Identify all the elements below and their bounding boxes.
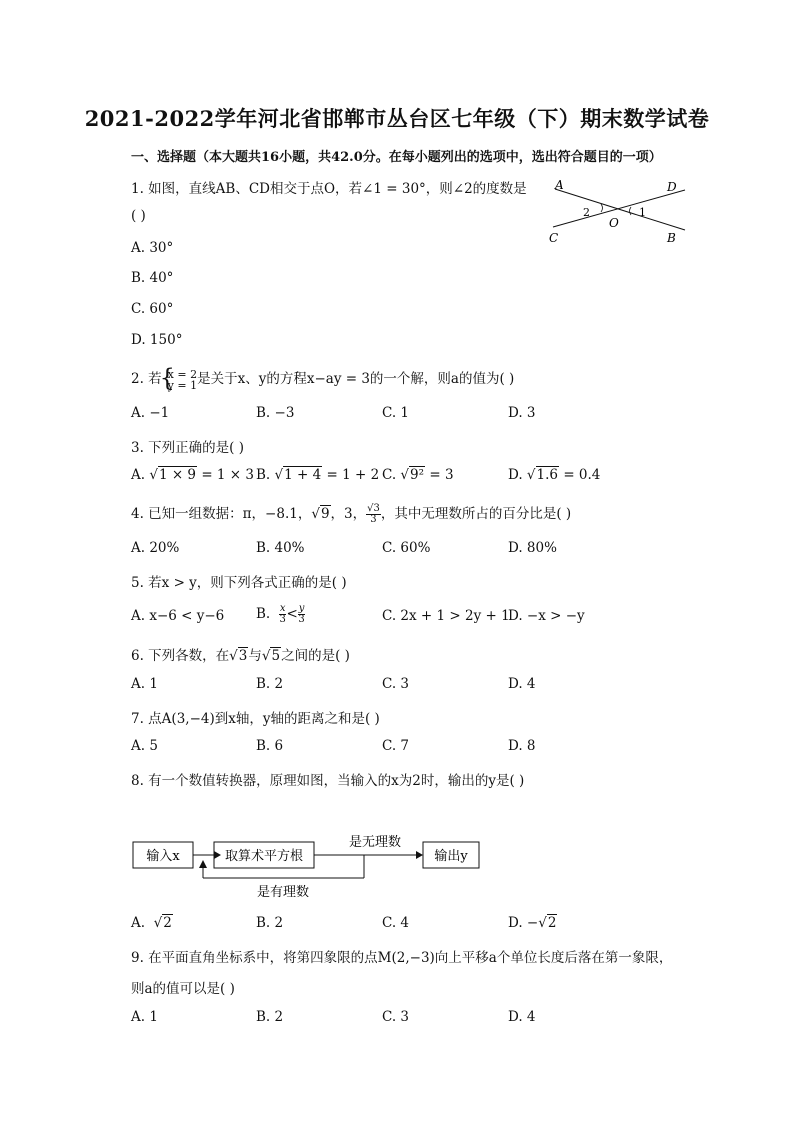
question-4-suffix: ，其中无理数所占的百分比是( ) [380,506,572,522]
question-4-option-c: C. 60% [382,540,431,556]
question-9-stem-line-2: 则a的值可以是( ) [131,981,235,997]
question-6-option-b: B. 2 [256,676,284,692]
question-5-stem: 5. 若x > y，则下列各式正确的是( ) [131,575,347,591]
denominator: 3 [279,614,286,625]
option-rest: = 3 [425,467,454,483]
radicand: 2 [547,915,557,931]
option-label: B. [256,606,271,622]
question-4-option-d: D. 80% [508,540,557,556]
exam-title: 2021-2022学年河北省邯郸市丛台区七年级（下）期末数学试卷 [84,106,710,131]
question-3-option-b: B. √1 + 4 = 1 + 2 [256,467,380,483]
point-d-label: D [667,180,677,194]
option-label: A. [131,915,146,931]
radicand: 2 [163,915,172,931]
radicand: 9 [320,506,330,522]
question-3-option-d: D. √1.6 = 0.4 [508,467,601,483]
question-8-option-a: A. √2 [131,915,172,931]
angle-1-label: 1 [639,206,646,219]
option-rest: = 1 × 3 [197,467,254,483]
option-label: A. [131,467,146,483]
question-2-option-b: B. −3 [256,405,295,421]
question-8-stem: 8. 有一个数值转换器，原理如图，当输入的x为2时，输出的y是( ) [131,773,525,789]
radicand: 3 [238,648,248,664]
question-5-option-d: D. −x > −y [508,608,585,624]
question-4-option-a: A. 20% [131,540,180,556]
flow-output-box: 输出y [434,849,468,864]
question-8-option-b: B. 2 [256,915,284,931]
option-rest: = 1 + 2 [322,467,380,483]
option-rest: = 0.4 [559,467,601,483]
question-2-suffix: 是关于x、y的方程x−ay = 3的一个解，则a的值为( ) [197,371,515,387]
radicand: 1.6 [536,467,559,483]
question-1-option-b: B. 40° [131,270,174,286]
question-5-option-b [256,604,305,625]
question-2-option-a: A. −1 [131,405,170,421]
question-4-stem: 4. 已知一组数据：π，−8.1，√9，3， $\frac{√3}{3}$ ，其中无理数所占的百分比是( ) [131,503,572,525]
radicand: 9² [410,467,425,483]
question-6-suffix: 之间的是( ) [281,648,350,664]
radicand: 1 × 9 [158,467,197,483]
question-4-prefix: 4. 已知一组数据：π，−8.1， [131,506,312,522]
fraction [366,504,381,525]
question-2-stem [131,367,514,391]
question-6-option-a: A. 1 [131,676,158,692]
question-7-option-c: C. 7 [382,738,410,754]
flow-irrational-label: 是无理数 [348,835,402,850]
flow-process-box: 取算术平方根 [224,849,304,864]
question-6-option-d: D. 4 [508,676,536,692]
flow-rational-label: 是有理数 [256,885,310,900]
question-4-mid: ，3， [330,506,367,522]
point-c-label: C [549,231,559,245]
point-b-label: B [667,231,676,245]
system-bottom: y = 1 [167,378,198,392]
numerator: √3 [367,503,380,514]
question-2-option-d: D. 3 [508,405,536,421]
point-o-label: O [609,216,619,230]
question-3-option-a: A. √1 × 9 = 1 × 3 [131,467,254,483]
question-3-stem: 3. 下列正确的是( ) [131,440,244,456]
question-9-option-c: C. 3 [382,1009,410,1025]
question-5-option-c: C. 2x + 1 > 2y + 1 [382,608,510,624]
question-4-option-b: B. 40% [256,540,305,556]
question-6-prefix: 6. 下列各数，在 [131,648,230,664]
question-8-option-d: D. −√2 [508,915,557,931]
question-1-paren: ( ) [131,208,146,224]
question-2-prefix: 2. 若 [131,371,162,387]
question-6-option-c: C. 3 [382,676,410,692]
question-8-option-c: C. 4 [382,915,410,931]
system-top: { x = 2 [167,367,198,381]
question-7-option-a: A. 5 [131,738,158,754]
fraction [298,604,306,625]
denominator: 3 [370,514,377,525]
question-3-option-c: C. √9² = 3 [382,467,454,483]
option-label: D. − [508,915,539,931]
option-label: B. [256,467,271,483]
question-7-option-d: D. 8 [508,738,536,754]
question-9-option-b: B. 2 [256,1009,284,1025]
question-1-option-d: D. 150° [131,332,183,348]
question-1-stem: 1. 如图，直线AB、CD相交于点O，若∠1 = 30°，则∠2的度数是 [131,181,527,197]
option-label: C. [382,467,397,483]
radicand: 5 [271,648,281,664]
intersecting-lines-figure [545,175,695,250]
operator: < [286,606,298,622]
option-label: D. [508,467,523,483]
equation-system [162,369,197,391]
question-9-stem-line-1: 9. 在平面直角坐标系中，将第四象限的点M(2,−3)向上平移a个单位长度后落在第一象限， [131,950,673,966]
question-9-option-a: A. 1 [131,1009,158,1025]
question-5-option-a: A. x−6 < y−6 [131,608,225,624]
question-1-option-c: C. 60° [131,301,174,317]
flow-input-box: 输入x [146,849,180,864]
denominator: 3 [298,614,305,625]
question-6-stem: 6. 下列各数，在√3与√5之间的是( ) [131,648,350,664]
question-7-stem: 7. 点A(3,−4)到x轴，y轴的距离之和是( ) [131,711,380,727]
question-2-option-c: C. 1 [382,405,410,421]
question-7-option-b: B. 6 [256,738,284,754]
point-a-label: A [555,178,564,192]
angle-2-label: 2 [583,206,590,219]
question-1-option-a: A. 30° [131,240,174,256]
numerator: x [279,603,286,614]
numerator: y [298,603,305,614]
number-converter-flowchart [128,826,488,906]
radicand: 1 + 4 [284,467,322,483]
question-9-option-d: D. 4 [508,1009,536,1025]
section-heading: 一、选择题（本大题共16小题，共42.0分。在每小题列出的选项中，选出符合题目的一项） [131,150,662,165]
question-6-mid: 与 [248,648,262,664]
